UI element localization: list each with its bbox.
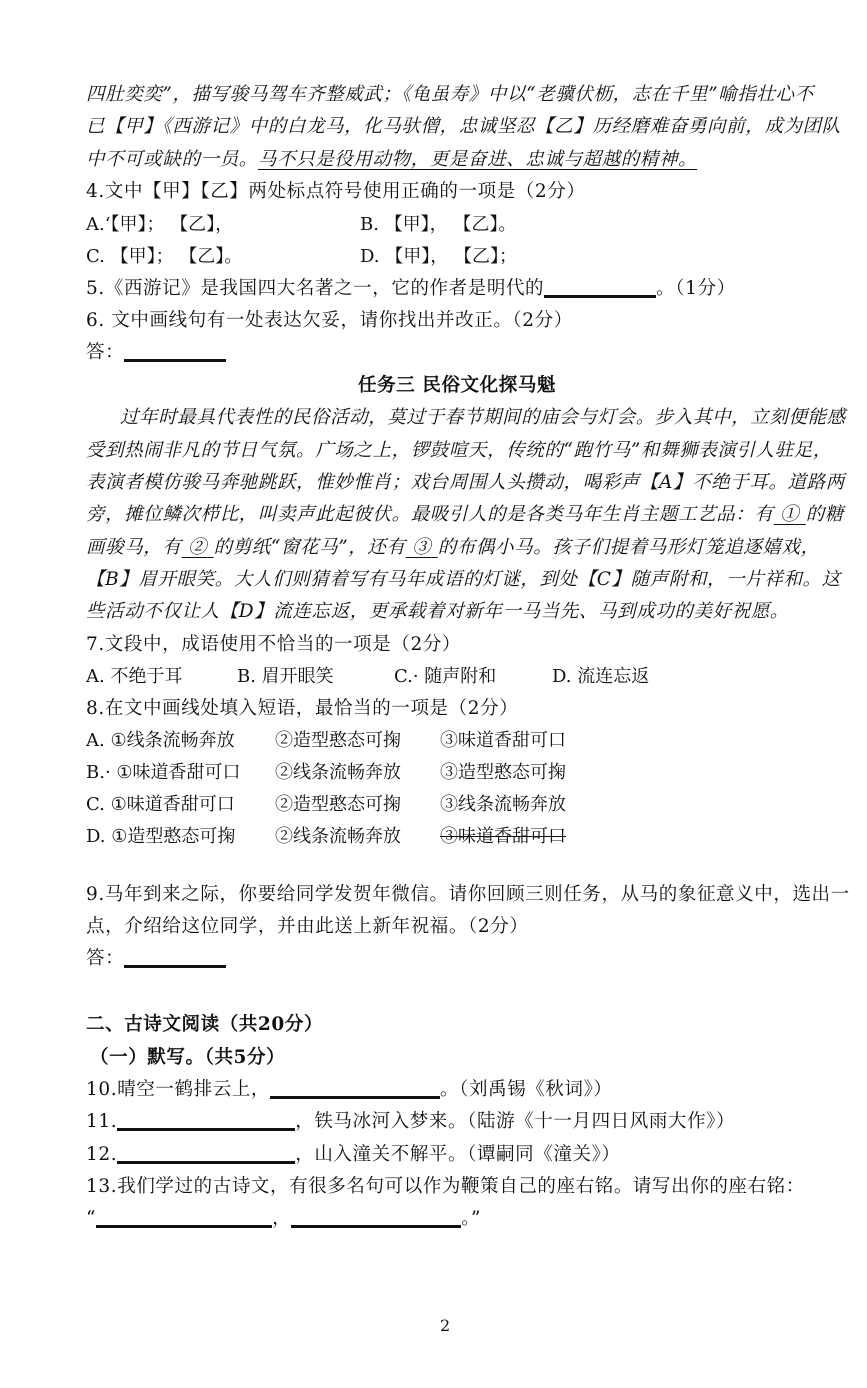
q8-stem: 8.在文中画线处填入短语，最恰当的一项是（2分） bbox=[86, 698, 519, 719]
q11-number: 11. bbox=[86, 1111, 118, 1132]
q13-blank-1[interactable] bbox=[96, 1225, 272, 1228]
q13-answer bbox=[86, 1204, 481, 1234]
q12-number: 12. bbox=[86, 1144, 118, 1165]
passage-line-1: 四肚奕奕”，描写骏马驾车齐整威武；《龟虽寿》中以“老骥伏枥，志在千里”喻指壮心不 bbox=[86, 84, 814, 105]
q5-points: 。（1分） bbox=[656, 278, 736, 299]
task3-line-4 bbox=[86, 500, 844, 530]
q13-blank-2[interactable] bbox=[291, 1225, 461, 1228]
q5-text: 5.《西游记》是我国四大名著之一，它的作者是明代的 bbox=[86, 278, 545, 299]
q7-option-b: B. 眉开眼笑 bbox=[237, 666, 334, 687]
q7-option-c: C.· 随声附和 bbox=[394, 666, 497, 687]
blank-marker-2[interactable] bbox=[182, 537, 214, 558]
page-number: 2 bbox=[440, 1316, 451, 1335]
q11-blank[interactable] bbox=[117, 1128, 295, 1131]
underlined-sentence: 马不只是役用动物，更是奋进、忠诚与超越的精神。 bbox=[257, 149, 698, 170]
q5 bbox=[86, 274, 736, 304]
q9-answer-blank[interactable] bbox=[124, 965, 226, 968]
q10 bbox=[86, 1075, 613, 1105]
q10-source: 。（刘禹锡《秋词》） bbox=[440, 1079, 613, 1100]
q6-answer-blank[interactable] bbox=[124, 359, 226, 362]
q8-c-3: ③线条流畅奔放 bbox=[440, 794, 566, 815]
task3-line-4-end: 的糖 bbox=[805, 504, 844, 525]
q4-stem: 4.文中【甲】【乙】两处标点符号使用正确的一项是（2分） bbox=[86, 181, 586, 202]
task3-line-2: 受到热闹非凡的节日气氛。广场之上，锣鼓喧天，传统的“跑竹马”和舞狮表演引人驻足， bbox=[86, 440, 832, 461]
q12-blank[interactable] bbox=[117, 1161, 295, 1164]
task3-line-5-text-a: 画骏马，有 bbox=[86, 537, 182, 558]
q11 bbox=[86, 1107, 735, 1137]
q13-close-quote: 。” bbox=[461, 1208, 482, 1229]
q4-option-d: D. 【甲】， 【乙】； bbox=[360, 246, 517, 267]
q13-comma: ， bbox=[272, 1208, 292, 1229]
q7-option-d: D. 流连忘返 bbox=[552, 666, 650, 687]
task3-line-6: 【B】眉开眼笑。大人们则猜着写有马年成语的灯谜，到处【C】随声附和，一片祥和。这 bbox=[86, 569, 841, 590]
q13-stem: 13.我们学过的古诗文，有很多名句可以作为鞭策自己的座右铭。请写出你的座右铭： bbox=[86, 1176, 805, 1197]
marker-3-label: ③ bbox=[412, 537, 432, 558]
passage-line-3-text: 中不可或缺的一员。 bbox=[86, 149, 258, 170]
q13-open-quote: “ bbox=[86, 1208, 97, 1229]
q8-a-2: ②造型憨态可掬 bbox=[275, 730, 401, 751]
q10-text: 10.晴空一鹤排云上， bbox=[86, 1079, 271, 1100]
q8-b-2: ②线条流畅奔放 bbox=[275, 762, 401, 783]
marker-2-label: ② bbox=[188, 537, 208, 558]
task3-line-5 bbox=[86, 533, 820, 563]
q8-d-1: D. ①造型憨态可掬 bbox=[86, 826, 236, 847]
q7-option-a: A. 不绝于耳 bbox=[86, 666, 183, 687]
blank-marker-3[interactable] bbox=[406, 537, 438, 558]
q6-answer bbox=[86, 338, 226, 368]
q6-stem: 6. 文中画线句有一处表达欠妥，请你找出并改正。（2分） bbox=[86, 310, 573, 331]
q8-a-3: ③味道香甜可口 bbox=[440, 730, 566, 751]
q11-text: ，铁马冰河入梦来。（陆游《十一月四日风雨大作》） bbox=[295, 1111, 736, 1132]
section2-subtitle: （一）默写。（共5分） bbox=[90, 1047, 286, 1068]
q12 bbox=[86, 1140, 621, 1170]
q4-option-a: A.‘【甲】； 【乙】， bbox=[86, 214, 234, 235]
section2-title: 二、古诗文阅读（共20分） bbox=[86, 1014, 324, 1035]
q8-d-2: ②线条流畅奔放 bbox=[275, 826, 401, 847]
blank-marker-1[interactable] bbox=[774, 504, 806, 525]
q8-b-1: B.· ①味道香甜可口 bbox=[86, 762, 241, 783]
q9-line-1: 9.马年到来之际，你要给同学发贺年微信。请你回顾三则任务，从马的象征意义中，选出一 bbox=[86, 884, 850, 905]
q12-text: ，山入潼关不解平。（谭嗣同《潼关》） bbox=[295, 1144, 621, 1165]
q8-c-1: C. ①味道香甜可口 bbox=[86, 794, 235, 815]
q4-option-c: C. 【甲】； 【乙】。 bbox=[86, 246, 243, 267]
task3-line-4-text: 旁，摊位鳞次栉比，叫卖声此起彼伏。最吸引人的是各类马年生肖主题工艺品：有 bbox=[86, 504, 774, 525]
task3-line-5-text-b: 的剪纸“窗花马”，还有 bbox=[213, 537, 406, 558]
q8-b-3: ③造型憨态可掬 bbox=[440, 762, 566, 783]
passage-line-2: 已【甲】《西游记》中的白龙马，化马驮僧，忠诚坚忍【乙】历经磨难奋勇向前，成为团队 bbox=[86, 116, 841, 137]
task3-line-1: 过年时最具代表性的民俗活动，莫过于春节期间的庙会与灯会。步入其中，立刻便能感 bbox=[120, 407, 846, 428]
passage-line-3 bbox=[86, 145, 697, 175]
q8-a-1: A. ①线条流畅奔放 bbox=[86, 730, 235, 751]
q9-answer bbox=[86, 944, 226, 974]
q5-blank[interactable] bbox=[544, 295, 656, 298]
task3-line-5-text-c: 的布偶小马。孩子们提着马形灯笼追逐嬉戏， bbox=[437, 537, 820, 558]
task3-line-7: 些活动不仅让人【D】流连忘返，更承载着对新年一马当先、马到成功的美好祝愿。 bbox=[86, 601, 790, 622]
marker-1-label: ① bbox=[780, 504, 800, 525]
q4-option-b: B. 【甲】， 【乙】。 bbox=[360, 214, 517, 235]
q9-answer-label: 答： bbox=[86, 948, 125, 969]
q6-answer-label: 答： bbox=[86, 342, 125, 363]
q7-stem: 7.文段中，成语使用不恰当的一项是（2分） bbox=[86, 634, 462, 655]
task3-title: 任务三 民俗文化探马魁 bbox=[358, 375, 557, 396]
q8-c-2: ②造型憨态可掬 bbox=[275, 794, 401, 815]
task3-line-3: 表演者模仿骏马奔驰跳跃，惟妙惟肖；戏台周围人头攒动，喝彩声【A】不绝于耳。道路两 bbox=[86, 472, 845, 493]
q8-d-3: ③味道香甜可口 bbox=[440, 826, 566, 847]
q9-line-2: 点，介绍给这位同学，并由此送上新年祝福。（2分） bbox=[86, 916, 529, 937]
q10-blank[interactable] bbox=[270, 1096, 440, 1099]
